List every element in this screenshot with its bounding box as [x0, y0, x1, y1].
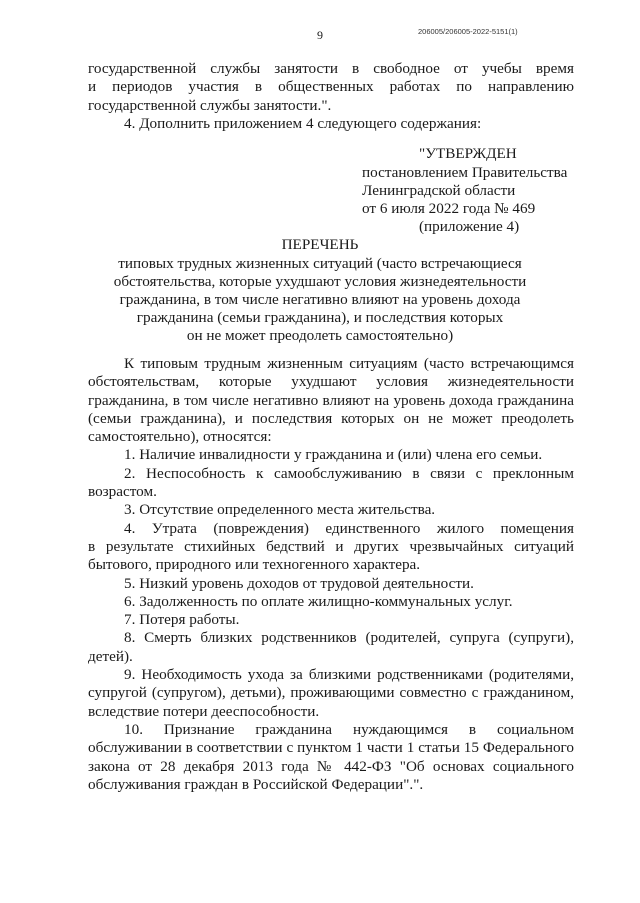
- list-item-8: 8. Смерть близких родственников (родителей, супруга (супруги),: [124, 629, 574, 647]
- list-subtitle-line: гражданина (семьи гражданина), и последствия которых: [136, 309, 504, 326]
- text-line: (семьи гражданина), и последствия которых он не может преодолеть: [88, 409, 574, 427]
- list-title: ПЕРЕЧЕНЬ: [281, 236, 359, 253]
- approval-stamp: "УТВЕРЖДЕН: [419, 145, 517, 162]
- approval-line: Ленинградской области: [362, 182, 516, 199]
- text-line: государственной службы занятости в свободное от учебы время: [88, 60, 574, 77]
- list-item-6: 6. Задолженность по оплате жилищно-коммунальных услуг.: [124, 592, 513, 610]
- list-item-3: 3. Отсутствие определенного места жительства.: [124, 501, 436, 519]
- text-line: вследствие потери дееспособности.: [88, 702, 320, 720]
- text-line: закона от 28 декабря 2013 года № 442-ФЗ "Об основах социального: [88, 757, 574, 775]
- list-item-9: 9. Необходимость ухода за близкими родственниками (родителями,: [124, 666, 574, 684]
- list-item-1: 1. Наличие инвалидности у гражданина и (или) члена его семьи.: [124, 446, 543, 464]
- list-subtitle-line: он не может преодолеть самостоятельно): [186, 327, 454, 344]
- text-line: гражданина, в том числе негативно влияют на уровень дохода гражданина: [88, 391, 574, 409]
- text-line: и периодов участия в общественных работах по направлению: [88, 78, 574, 96]
- text-line: К типовым трудным жизненным ситуациям (часто встречающимся: [124, 355, 574, 372]
- point-4: 4. Дополнить приложением 4 следующего содержания:: [124, 114, 482, 132]
- text-line: бытового, природного или техногенного характера.: [88, 556, 421, 574]
- intro-paragraph: [88, 60, 574, 133]
- text-line: в результате стихийных бедствий и других чрезвычайных ситуаций: [88, 537, 574, 555]
- text-line: детей).: [88, 647, 133, 665]
- text-line: самостоятельно), относятся:: [88, 428, 272, 446]
- text-line: супругой (супругом), детьми), проживающими совместно с гражданином,: [88, 684, 574, 702]
- text-line: обслуживания граждан в Российской Федерации".".: [88, 775, 424, 793]
- page-number: 9: [317, 28, 323, 42]
- list-item-2: 2. Неспособность к самообслуживанию в связи с преклонным: [124, 464, 574, 482]
- list-subtitle-line: типовых трудных жизненных ситуаций (часто встречающиеся: [118, 255, 522, 272]
- list-item-5: 5. Низкий уровень доходов от трудовой деятельности.: [124, 574, 474, 592]
- list-item-4: 4. Утрата (повреждения) единственного жилого помещения: [124, 519, 574, 537]
- text-line: обстоятельствам, которые ухудшают условия жизнедеятельности: [88, 373, 574, 391]
- list-item-7: 7. Потеря работы.: [124, 611, 240, 629]
- body-text: [88, 355, 574, 794]
- list-subtitle-line: гражданина, в том числе негативно влияют на уровень дохода: [119, 291, 521, 308]
- approval-line: от 6 июля 2022 года № 469: [362, 200, 536, 217]
- list-subtitle-line: обстоятельства, которые ухудшают условия жизнедеятельности: [113, 273, 527, 290]
- list-item-10: 10. Признание гражданина нуждающимся в социальном: [124, 720, 574, 738]
- appendix-label: (приложение 4): [419, 218, 520, 235]
- document-number: 206005/206005-2022-5151(1): [418, 27, 518, 36]
- approval-line: постановлением Правительства: [362, 164, 568, 181]
- text-line: возрастом.: [88, 483, 157, 501]
- text-line: обслуживании в соответствии с пунктом 1 части 1 статьи 15 Федерального: [88, 739, 574, 757]
- text-line: государственной службы занятости.".: [88, 96, 332, 114]
